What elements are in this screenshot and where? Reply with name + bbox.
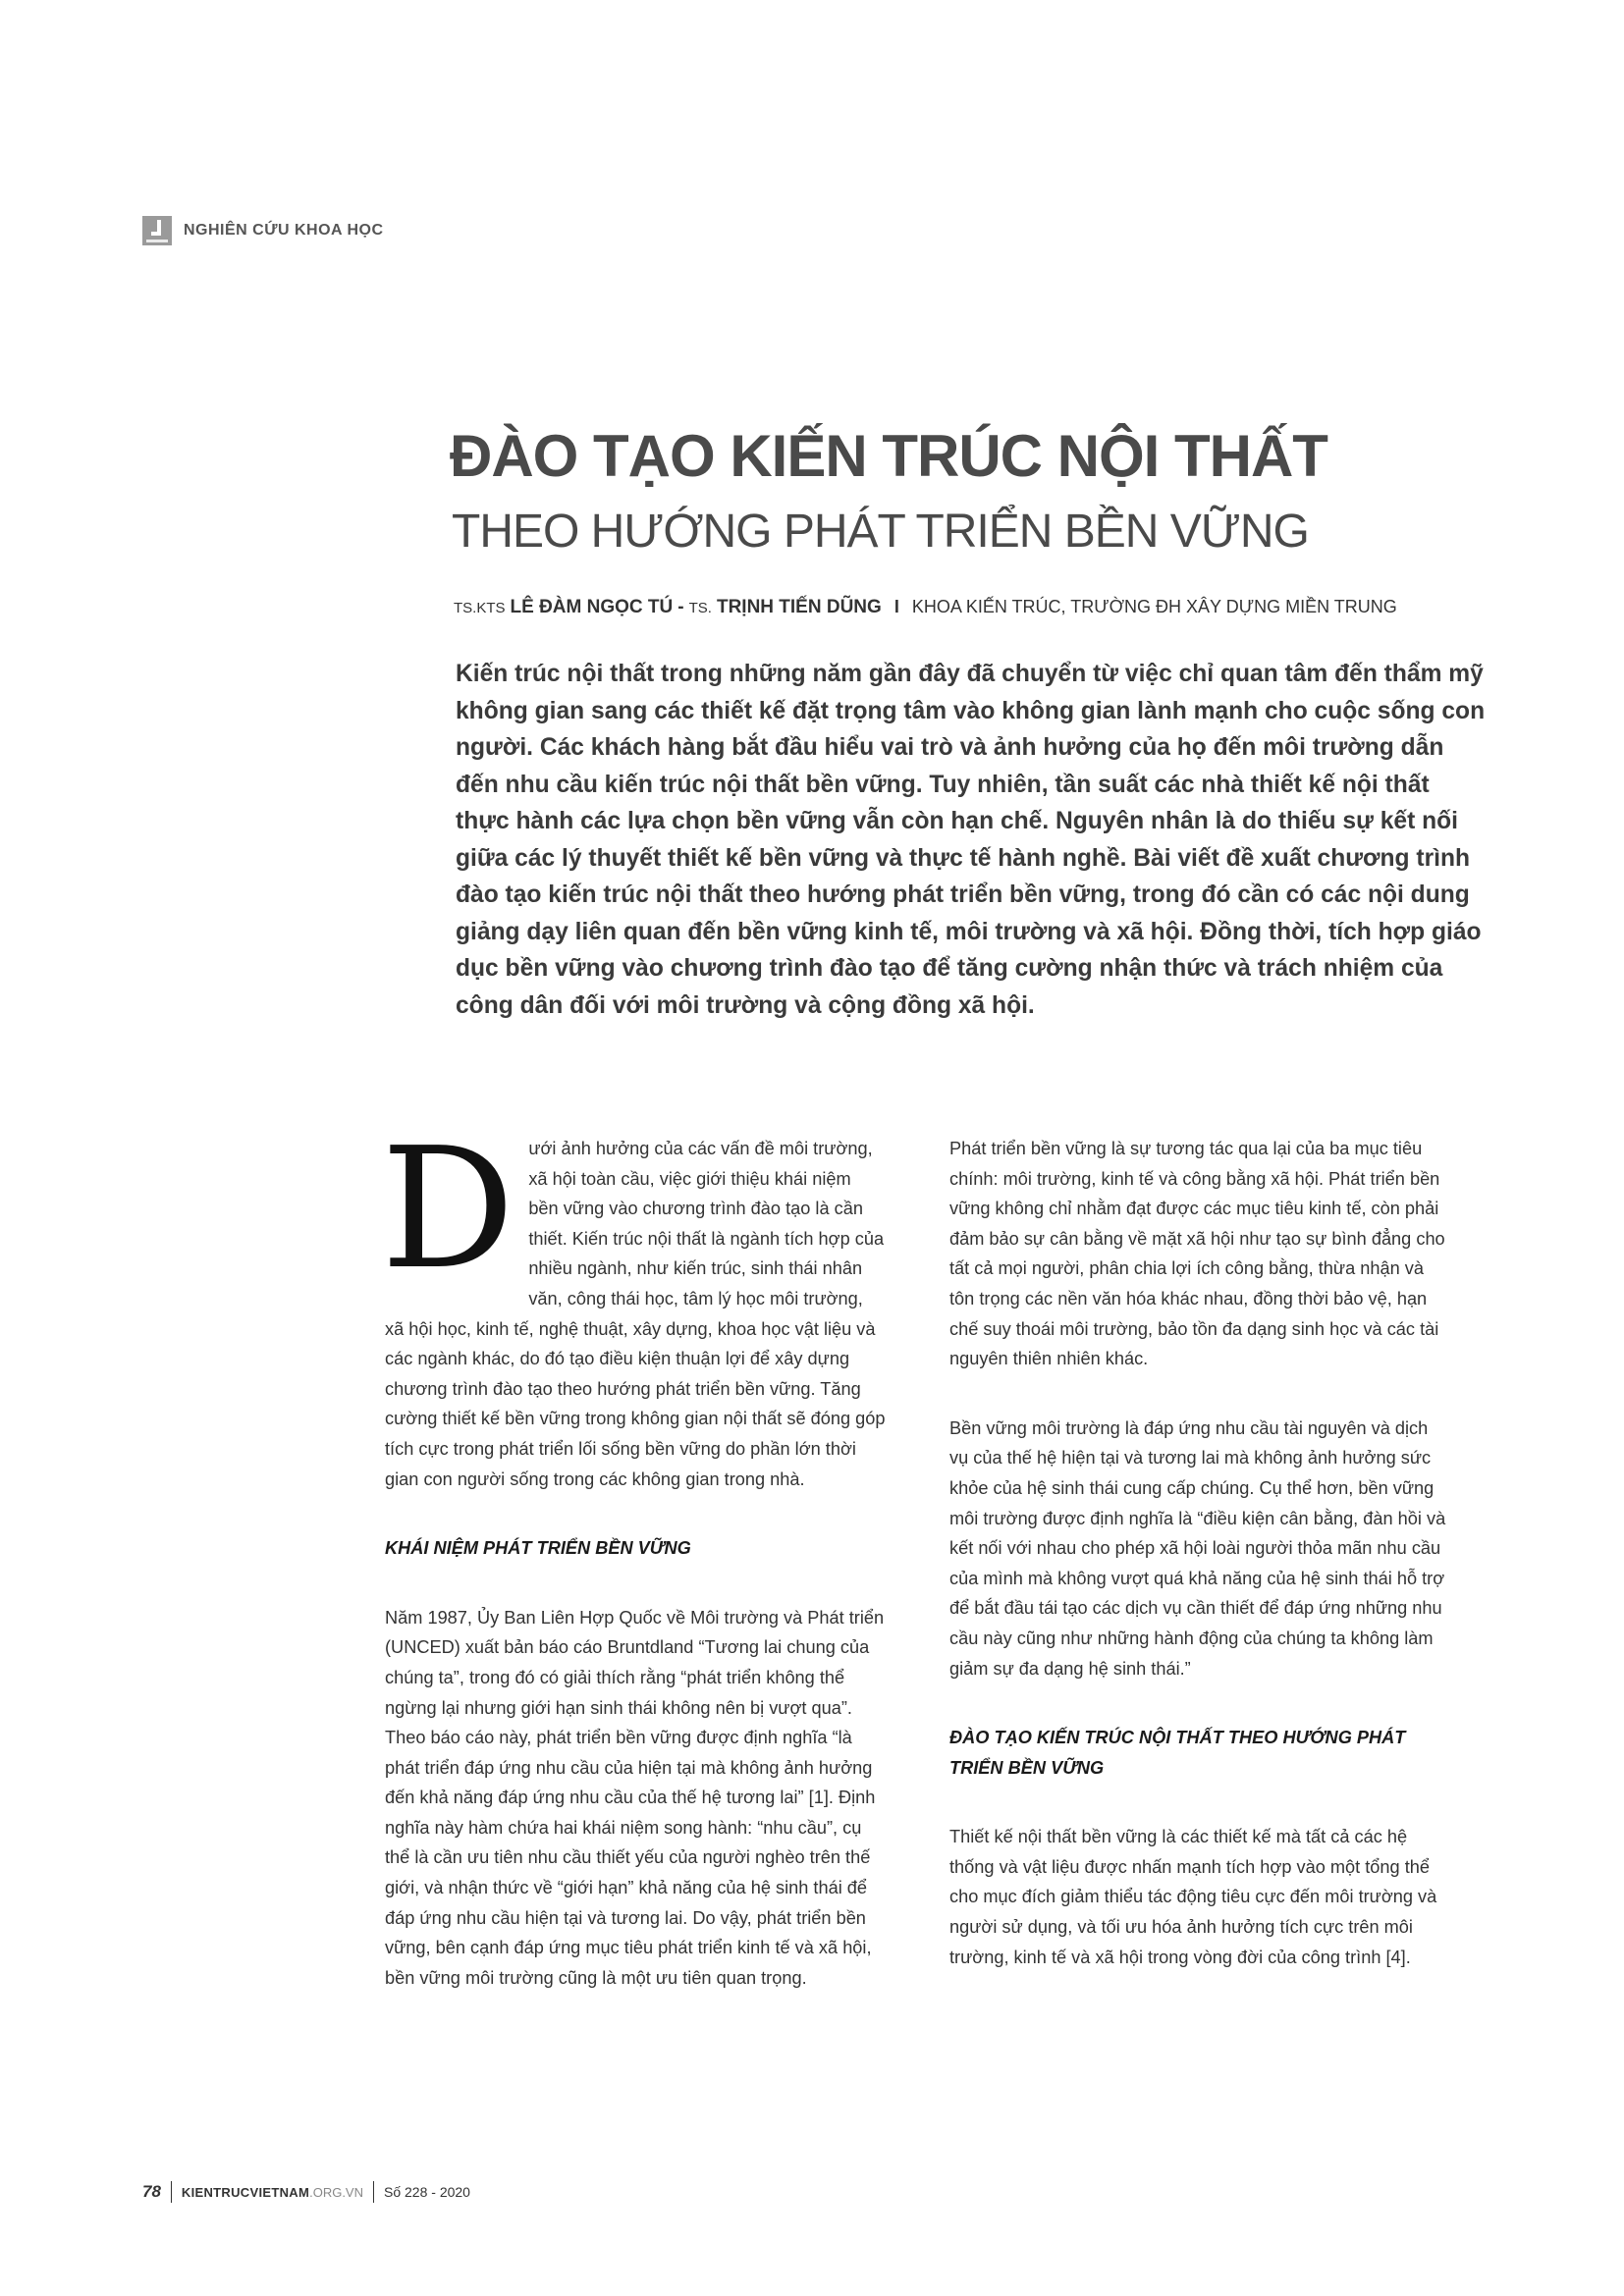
page-number: 78 xyxy=(142,2182,161,2201)
author-separator: I xyxy=(893,597,899,616)
paragraph-definition: Năm 1987, Ủy Ban Liên Hợp Quốc về Môi trường và Phát triển (UNCED) xuất bản báo cáo Bruntdland “Tương lai chung của chúng ta”, trong đó có giải thích rằng “phát triển không thể ngừng lại nhưng giới hạn sinh thái không nên bị vượt qua”. Theo báo cáo này, phát triển bền vững được định nghĩa “là phát triển đáp ứng nhu cầu của hiện tại mà không ảnh hưởng đến khả năng đáp ứng nhu cầu của thế hệ tương lai” [1]. Định nghĩa này hàm chứa hai khái niệm song hành: “nhu cầu”, cụ thể là cần ưu tiên nhu cầu thiết yếu của người nghèo trên thế giới, và nhận thức về “giới hạn” khả năng của hệ sinh thái để đáp ứng nhu cầu hiện tại và tương lai. Do vậy, phát triển bền vững, bên cạnh đáp ứng mục tiêu phát triển kinh tế và xã hội, bền vững môi trường cũng là một ưu tiên quan trọng. xyxy=(385,1607,885,1988)
author1-name: LÊ ĐÀM NGỌC TÚ xyxy=(510,597,674,617)
author-line xyxy=(454,597,1583,618)
footer-site-name: KIENTRUCVIETNAM xyxy=(181,2184,310,2200)
footer-divider-2 xyxy=(373,2181,374,2203)
paragraph-sustainable-interior: Thiết kế nội thất bền vững là các thiết kế mà tất cả các hệ thống và vật liệu được nhấn mạnh tích hợp vào một tổng thể cho mục đích giảm thiểu tác động tiêu cực đến môi trường và người sử dụng, và tối ưu hóa ảnh hưởng tích cực trên môi trường, kinh tế và xã hội trong vòng đời của công trình [4]. xyxy=(949,1827,1437,1967)
article-subtitle: THEO HƯỚNG PHÁT TRIỂN BỀN VỮNG xyxy=(452,506,1309,558)
paragraph-sustainable-development: Phát triển bền vững là sự tương tác qua lại của ba mục tiêu chính: môi trường, kinh tế và công bằng xã hội. Phát triển bền vững không chỉ nhằm đạt được các mục tiêu kinh tế, còn phải đảm bảo sự cân bằng về mặt xã hội như tạo sự bình đẳng cho tất cả mọi người, phân chia lợi ích công bằng, thừa nhận và tôn trọng các nền văn hóa khác nhau, đồng thời bảo vệ, hạn chế suy thoái môi trường, bảo tồn đa dạng sinh học và các tài nguyên thiên nhiên khác. xyxy=(949,1139,1445,1369)
section-header xyxy=(142,215,384,246)
body-column-left xyxy=(381,1112,886,1993)
drop-cap: D xyxy=(381,1112,515,1307)
body-column-right xyxy=(949,1134,1450,1972)
section-heading-concept: KHÁI NIỆM PHÁT TRIỂN BỀN VỮNG xyxy=(385,1538,691,1559)
author1-prefix: TS.KTS xyxy=(454,600,506,616)
intro-paragraph xyxy=(381,1112,886,1494)
intro-text: ưới ảnh hưởng của các vấn đề môi trường, xã hội toàn cầu, việc giới thiệu khái niệm bền vững vào chương trình đào tạo là cần thiết. Kiến trúc nội thất là ngành tích hợp của nhiều ngành, như kiến trúc, sinh thái nhân văn, công thái học, tâm lý học môi trường, xã hội học, kinh tế, nghệ thuật, xây dựng, khoa học vật liệu và các ngành khác, do đó tạo điều kiện thuận lợi để xây dựng chương trình đào tạo theo hướng phát triển bền vững. Tăng cường thiết kế bền vững trong không gian nội thất sẽ đóng góp tích cực trong phát triển lối sống bền vững do phần lớn thời gian con người sống trong các không gian trong nhà. xyxy=(385,1139,886,1489)
footer-divider xyxy=(171,2181,172,2203)
author2-prefix: TS. xyxy=(688,600,712,616)
article-title: ĐÀO TẠO KIẾN TRÚC NỘI THẤT xyxy=(450,423,1327,489)
author-affiliation: KHOA KIẾN TRÚC, TRƯỜNG ĐH XÂY DỰNG MIỀN TRUNG xyxy=(911,597,1397,616)
paragraph-environmental-sustainability: Bền vững môi trường là đáp ứng nhu cầu tài nguyên và dịch vụ của thế hệ hiện tại và tương lai mà không ảnh hưởng sức khỏe của hệ sinh thái cung cấp chúng. Cụ thể hơn, bền vững môi trường được định nghĩa là “điều kiện cân bằng, đàn hồi và kết nối với nhau cho phép xã hội loài người thỏa mãn nhu cầu của mình mà không vượt quá khả năng của hệ sinh thái hỗ trợ để bắt đầu tái tạo các dịch vụ cần thiết để đáp ứng những nhu cầu này cũng như những hành động của chúng ta không làm giảm sự đa dạng hệ sinh thái.” xyxy=(949,1417,1446,1679)
abstract: Kiến trúc nội thất trong những năm gần đây đã chuyển từ việc chỉ quan tâm đến thẩm mỹ không gian sang các thiết kế đặt trọng tâm vào không gian lành mạnh cho cuộc sống con người. Các khách hàng bắt đầu hiểu vai trò và ảnh hưởng của họ đến môi trường dẫn đến nhu cầu kiến trúc nội thất bền vững. Tuy nhiên, tần suất các nhà thiết kế nội thất thực hành các lựa chọn bền vững vẫn còn hạn chế. Nguyên nhân là do thiếu sự kết nối giữa các lý thuyết thiết kế bền vững và thực tế hành nghề. Bài viết đề xuất chương trình đào tạo kiến trúc nội thất theo hướng phát triển bền vững, trong đó cần có các nội dung giảng dạy liên quan đến bền vững kinh tế, môi trường và xã hội. Đồng thời, tích hợp giáo dục bền vững vào chương trình đào tạo để tăng cường nhận thức và trách nhiệm của công dân đối với môi trường và cộng đồng xã hội. xyxy=(456,661,1486,1019)
section-label: NGHIÊN CỨU KHOA HỌC xyxy=(184,222,384,239)
author2-name: TRỊNH TIẾN DŨNG xyxy=(716,597,882,617)
footer-site-domain: .ORG.VN xyxy=(309,2184,363,2200)
page-footer xyxy=(142,2180,470,2204)
footer-issue: Số 228 - 2020 xyxy=(384,2184,470,2200)
section-logo-icon xyxy=(142,216,172,245)
author-dash: - xyxy=(677,597,684,617)
section-heading-training: ĐÀO TẠO KIẾN TRÚC NỘI THẤT THEO HƯỚNG PHÁT TRIỂN BỀN VỮNG xyxy=(949,1728,1406,1778)
